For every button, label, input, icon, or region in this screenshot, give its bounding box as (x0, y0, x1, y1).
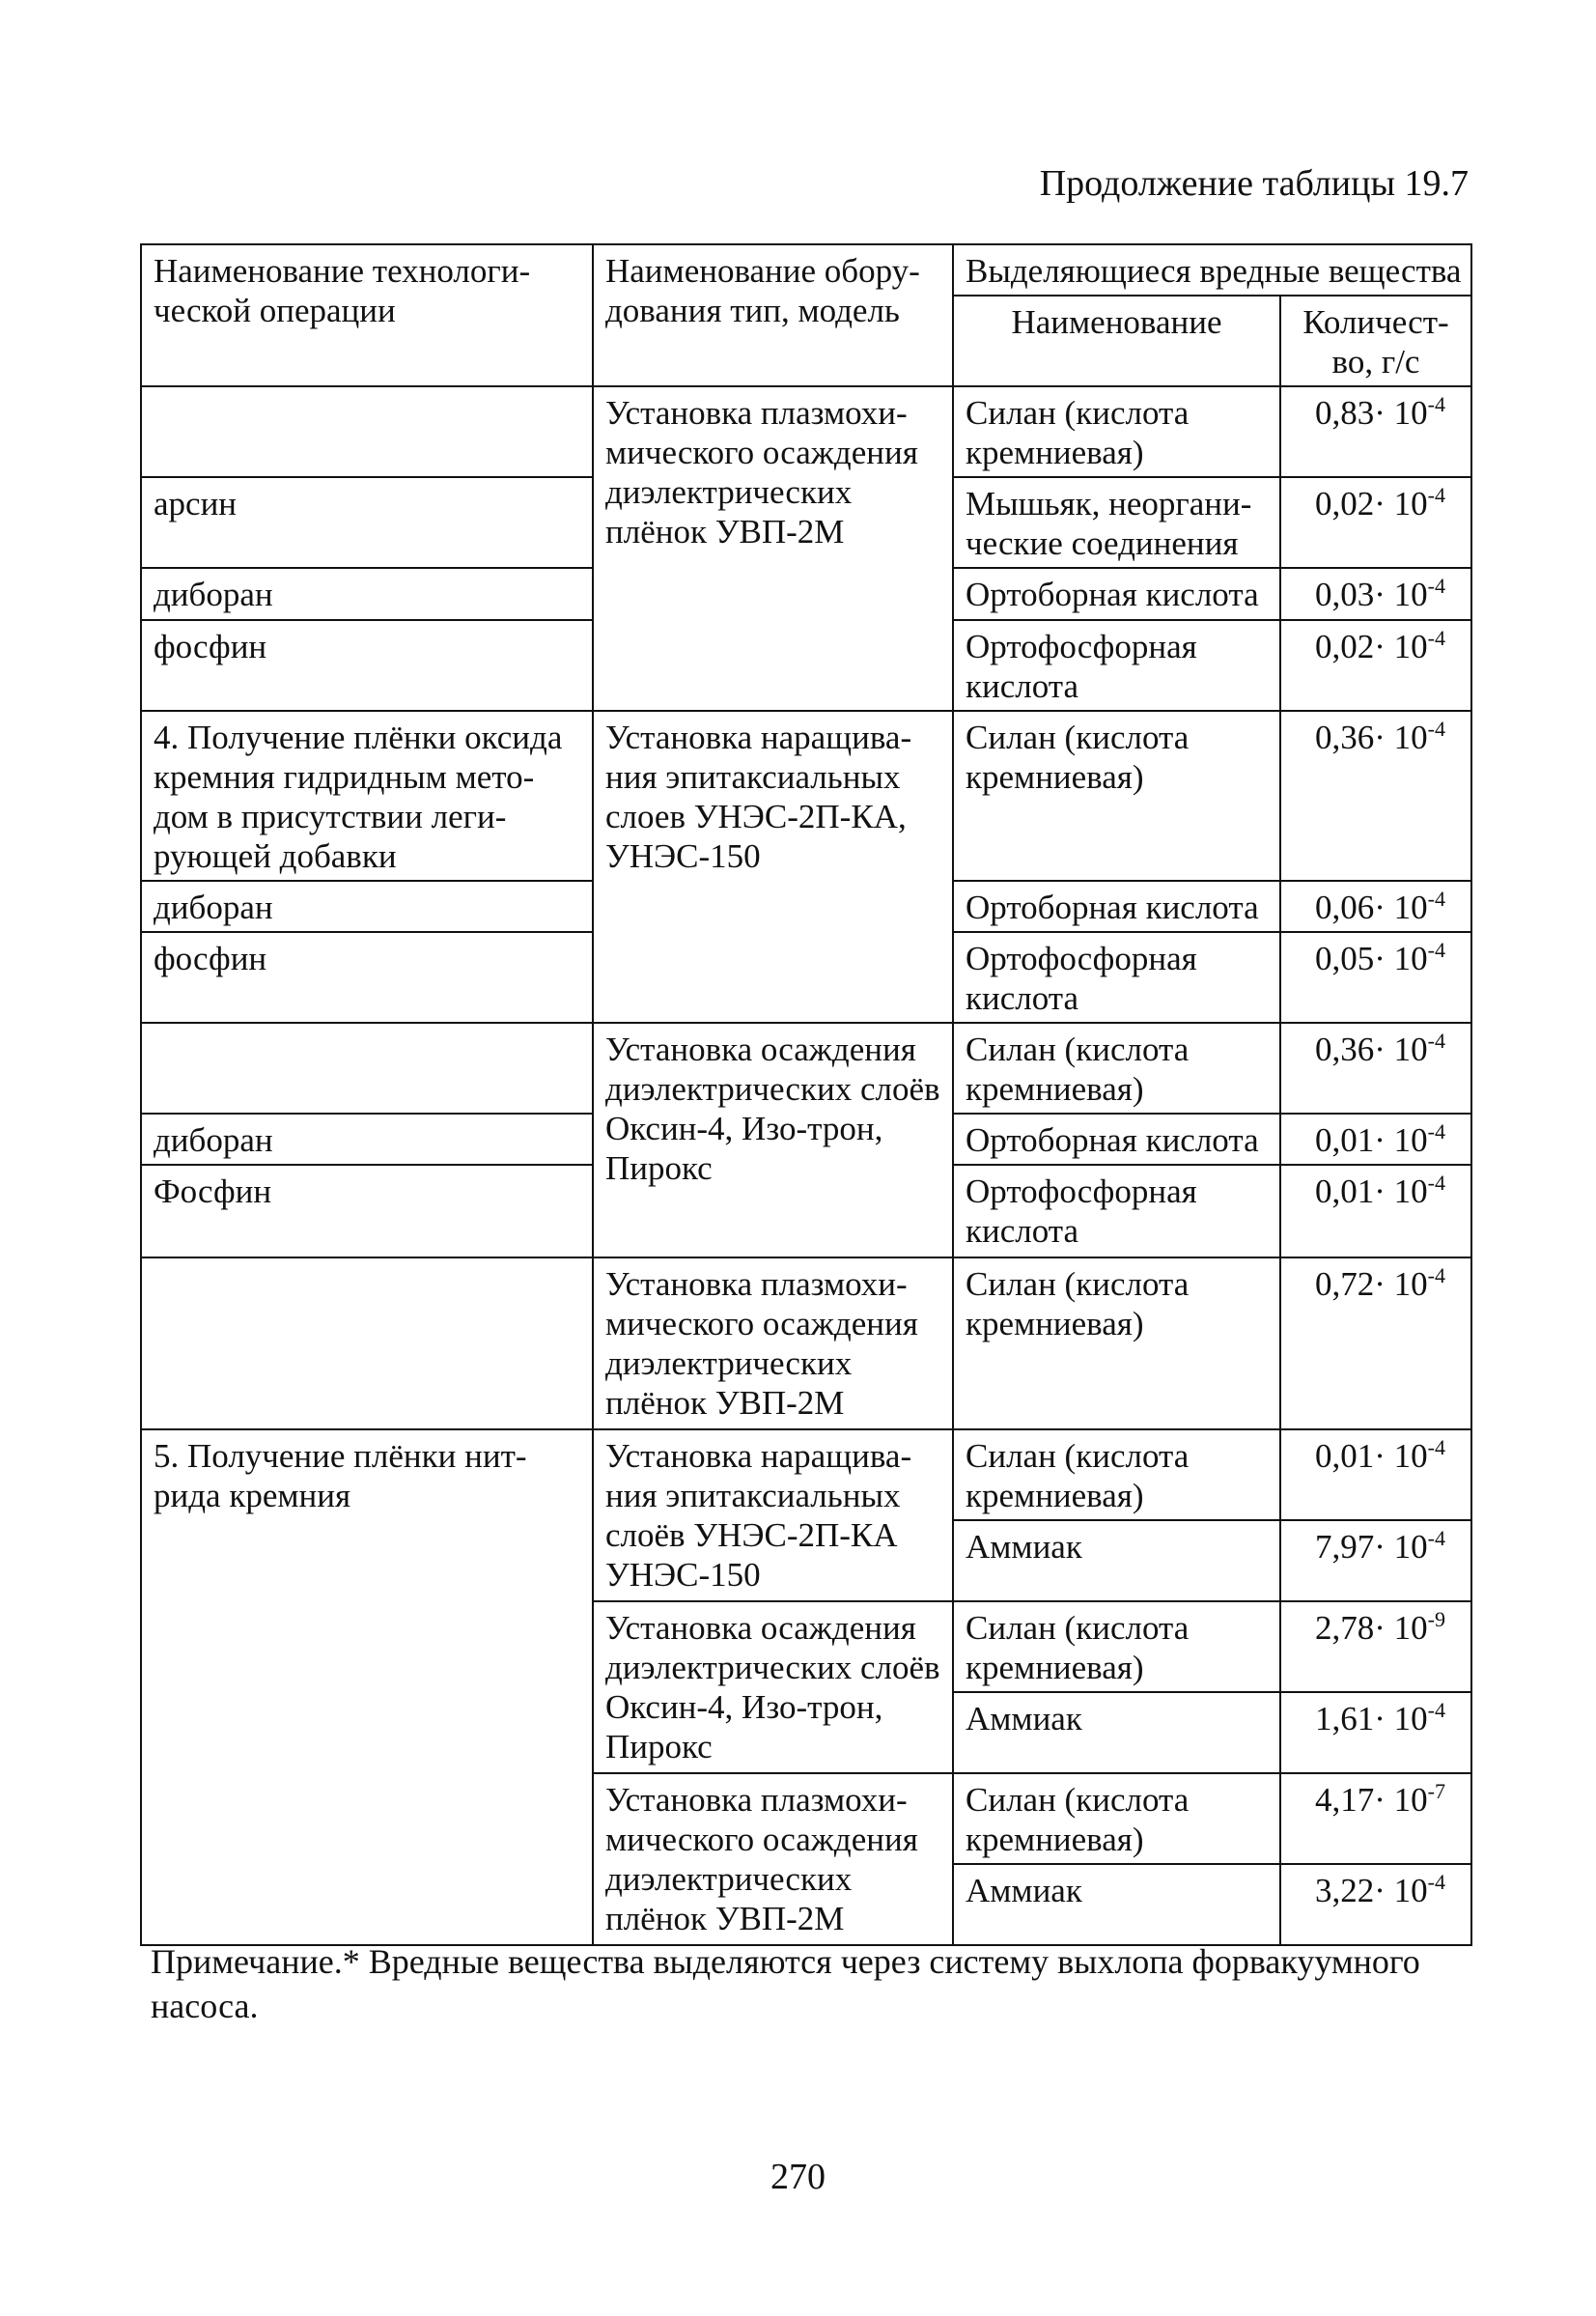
substance-name: Силан (кислота кремниевая) (953, 386, 1280, 477)
equipment-cell: Установка плазмохи-мического осаждения диэлектрических плёнок УВП-2М (593, 386, 953, 711)
substance-qty: $0,36\cdot 10^{-4}$ (1280, 711, 1471, 881)
operation-cell (141, 1257, 593, 1429)
substance-name: Ортоборная кислота (953, 881, 1280, 932)
operation-cell (141, 386, 593, 477)
table-note: Примечание.* Вредные вещества выделяются через систему выхлопа форвакуумного насоса. (151, 1942, 1420, 2025)
emissions-table (140, 243, 1472, 1946)
equipment-cell: Установка плазмохи-мического осаждения диэлектрических плёнок УВП-2М (593, 1257, 953, 1429)
substance-name: Аммиак (953, 1692, 1280, 1773)
operation-cell: фосфин (141, 932, 593, 1023)
substance-qty: $0,02\cdot 10^{-4}$ (1280, 620, 1471, 711)
substance-qty: $0,06\cdot 10^{-4}$ (1280, 881, 1471, 932)
operation-cell: диборан (141, 568, 593, 620)
substance-name: Силан (кислота кремниевая) (953, 1429, 1280, 1520)
substance-qty: $0,83\cdot 10^{-4}$ (1280, 386, 1471, 477)
operation-cell: арсин (141, 477, 593, 568)
substance-name: Ортофосфорная кислота (953, 932, 1280, 1023)
substance-qty: $2,78\cdot 10^{-9}$ (1280, 1601, 1471, 1692)
substance-qty: $0,02\cdot 10^{-4}$ (1280, 477, 1471, 568)
operation-cell: диборан (141, 881, 593, 932)
equipment-cell: Установка наращива-ния эпитаксиальных слоев УНЭС-2П-КА, УНЭС-150 (593, 711, 953, 1023)
substance-name: Аммиак (953, 1520, 1280, 1601)
operation-cell (141, 1023, 593, 1114)
substance-qty: $0,03\cdot 10^{-4}$ (1280, 568, 1471, 620)
substance-qty: $0,01\cdot 10^{-4}$ (1280, 1429, 1471, 1520)
substance-name: Ортоборная кислота (953, 1114, 1280, 1165)
equipment-cell: Установка наращива-ния эпитаксиальных слоёв УНЭС-2П-КА УНЭС-150 (593, 1429, 953, 1601)
substance-qty: $4,17\cdot 10^{-7}$ (1280, 1773, 1471, 1864)
equipment-cell: Установка плазмохи-мического осаждения диэлектрических плёнок УВП-2М (593, 1773, 953, 1945)
substance-name: Силан (кислота кремниевая) (953, 1257, 1280, 1429)
header-equipment: Наименование обору-дования тип, модель (593, 244, 953, 386)
substance-name: Силан (кислота кремниевая) (953, 1773, 1280, 1864)
substance-name: Силан (кислота кремниевая) (953, 711, 1280, 881)
operation-cell: 5. Получение плёнки нит-рида кремния (141, 1429, 593, 1945)
substance-name: Силан (кислота кремниевая) (953, 1601, 1280, 1692)
header-operation: Наименование технологи-ческой операции (141, 244, 593, 386)
header-substances: Выделяющиеся вредные вещества (953, 244, 1471, 296)
substance-name: Мышьяк, неоргани-ческие соединения (953, 477, 1280, 568)
substance-qty: $0,36\cdot 10^{-4}$ (1280, 1023, 1471, 1114)
substance-name: Аммиак (953, 1864, 1280, 1945)
operation-cell: 4. Получение плёнки оксида кремния гидридным мето-дом в присутствии леги-рующей добавки (141, 711, 593, 881)
table-caption: Продолжение таблицы 19.7 (1039, 163, 1469, 204)
equipment-cell: Установка осаждения диэлектрических слоёв Оксин-4, Изо-трон, Пирокс (593, 1023, 953, 1257)
substance-qty: $7,97\cdot 10^{-4}$ (1280, 1520, 1471, 1601)
substance-name: Ортофосфорная кислота (953, 1165, 1280, 1257)
header-substance-qty: Количест-во, г/с (1280, 296, 1471, 386)
equipment-cell: Установка осаждения диэлектрических слоёв Оксин-4, Изо-трон, Пирокс (593, 1601, 953, 1773)
substance-qty: $0,05\cdot 10^{-4}$ (1280, 932, 1471, 1023)
page-number: 270 (770, 2157, 826, 2197)
operation-cell: фосфин (141, 620, 593, 711)
operation-cell: диборан (141, 1114, 593, 1165)
substance-qty: $0,72\cdot 10^{-4}$ (1280, 1257, 1471, 1429)
substance-qty: $1,61\cdot 10^{-4}$ (1280, 1692, 1471, 1773)
substance-name: Ортофосфорная кислота (953, 620, 1280, 711)
substance-name: Ортоборная кислота (953, 568, 1280, 620)
substance-qty: $0,01\cdot 10^{-4}$ (1280, 1114, 1471, 1165)
operation-cell: Фосфин (141, 1165, 593, 1257)
substance-qty: $0,01\cdot 10^{-4}$ (1280, 1165, 1471, 1257)
substance-name: Силан (кислота кремниевая) (953, 1023, 1280, 1114)
header-substance-name: Наименование (953, 296, 1280, 386)
substance-qty: $3,22\cdot 10^{-4}$ (1280, 1864, 1471, 1945)
